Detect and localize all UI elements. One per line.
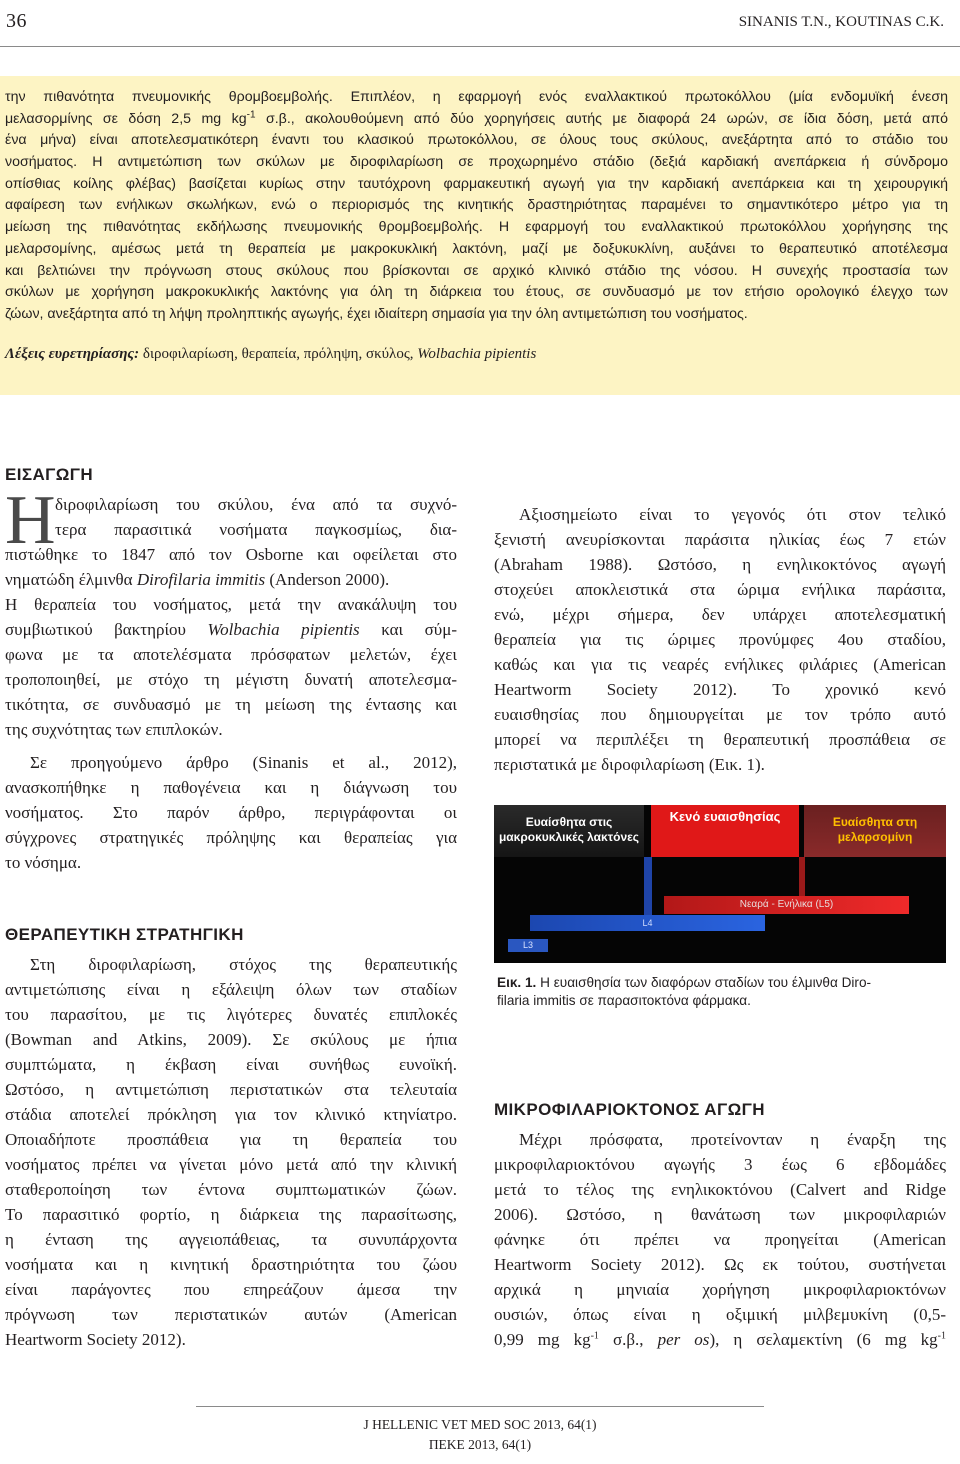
body-line: το νόσημα. — [5, 853, 82, 872]
figure-bar-l3: L3 — [508, 939, 548, 952]
body-line: στάδια αποτελεί πρόκληση για τον κλινικό κτηνίατρο. — [5, 1105, 457, 1124]
abstract-line: σκύλων με χορήγηση μακροκυκλικής λακτόνης για όλη τη διάρκεια του έτους, σε συνδυασμό με τον ετήσιο ορολογικό έλεγχο των — [5, 284, 948, 301]
body-line: (Bowman and Atkins, 2009). Σε σκύλους με ήπια — [5, 1030, 457, 1049]
body-line: 0,99 mg $kg^{-1}$ σ.β., per os), η σελαμεκτίνη (6 mg $kg^{-1}$ — [494, 1330, 946, 1349]
body-line: νοσήματα και η κινητική δραστηριότητα του ζώου — [5, 1255, 457, 1274]
figure-connector-left — [644, 857, 652, 915]
body-line: νοσήματος. Στο παρόν άρθρο, περιγράφονται οι — [5, 803, 457, 822]
figure-connector-right — [799, 857, 805, 897]
abstract-line: μείωση της πιθανότητας εκδήλωσης πνευμονικής θρομβοεμβολής. Η εφαρμογή του εναλλακτικού πρωτοκόλλου χορήγησης της — [5, 219, 948, 236]
body-line: περιστατικά με διροφιλαρίωση (Εικ. 1). — [494, 755, 765, 774]
body-line: σύγχρονες στρατηγικές πρόληψης και θεραπείας για — [5, 828, 457, 847]
body-line: συμπτώματα, η έκβαση είναι συνήθως ευνοϊκή. — [5, 1055, 457, 1074]
body-line: Ωστόσο, η αντιμετώπιση περιστατικών στα τελευταία — [5, 1080, 457, 1099]
body-line: φωνα με τα αποτελέσματα πρόσφατων μελετών, έχει — [5, 645, 457, 664]
body-line: ενώ, μέχρι σήμερα, δεν υπάρχει αποτελεσματική — [494, 605, 946, 624]
drop-cap: Η — [5, 482, 56, 559]
body-line: Η θεραπεία του νοσήματος, μετά την ανακάλυψη του — [5, 595, 457, 614]
body-line: Στη διροφιλαρίωση, στόχος της θεραπευτικής — [30, 955, 457, 974]
abstract-line: ένα μήνα) είναι αποτελεσματικότερη έναντι του κλασικού πρωτοκόλλου, σε όλους τους σκύλους, ανεξάρτητα από το στάδιο του — [5, 132, 948, 149]
body-line: καθώς και για τις νεαρές ενήλικες φιλάριες (American — [494, 655, 946, 674]
body-line: μετά το τέλος της ενηλικοκτόνου (Calvert and Ridge — [494, 1180, 946, 1199]
figure-band-macrocyclic: Ευαίσθητα στις μακροκυκλικές λακτόνες — [494, 805, 644, 857]
abstract-line: νοσήματος. Η αντιμετώπιση των σκύλων με διροφιλαρίωση σε προχωρημένο στάδιο (δεξιά καρδιακή ανεπάρκεια ή σύνδρομο — [5, 154, 948, 171]
intro-heading: ΕΙΣΑΓΩΓΗ — [5, 465, 94, 484]
body-line: νηματώδη έλμινθα Dirofilaria immitis (Anderson 2000). — [5, 570, 390, 589]
body-line: Οποιαδήποτε προσπάθεια για τη θεραπεία του — [5, 1130, 457, 1149]
right-paragraph — [494, 502, 946, 777]
body-line: Σε προηγούμενο άρθρο (Sinanis et al., 2012), — [30, 753, 457, 772]
figure-caption: Εικ. 1. Η ευαισθησία των διαφόρων σταδίων του έλμινθα Diro- filaria immitis σε παρασιτοκτόνα φάρμακα. — [497, 975, 872, 1008]
footer-journal-greek: ΠΕΚΕ 2013, 64(1) — [428, 1437, 532, 1452]
body-line: είναι παράγοντες που επηρεάζουν άμεσα την — [5, 1280, 457, 1299]
abstract-box — [0, 76, 960, 395]
body-line: Heartworm Society 2012). Ως εκ τούτου, συστήνεται — [494, 1255, 946, 1274]
page-number: 36 — [6, 10, 27, 32]
header-divider — [0, 46, 960, 47]
body-line: ανασκοπήθηκε η παθογένεια και η διάγνωση του — [5, 778, 457, 797]
body-line: τερα παρασιτικά νοσήματα παγκοσμίως, δια- — [55, 520, 457, 539]
body-line: σταθεροποίηση των έντονα συμπτωματικών ζώων. — [5, 1180, 457, 1199]
body-line: διροφιλαρίωση του σκύλου, ένα από τα συχνό- — [55, 495, 457, 514]
body-line: στοχεύει αποκλειστικά στα ώριμα ενήλικα παράσιτα, — [494, 580, 946, 599]
body-line: του παρασίτου, με τις λιγότερες δυνατές επιπλοκές — [5, 1005, 457, 1024]
body-line: Heartworm Society 2012). — [5, 1330, 186, 1349]
footer-journal: J HELLENIC VET MED SOC 2013, 64(1) — [363, 1417, 597, 1432]
body-line: θεραπεία για τις ώριμες προνύμφες 4ου σταδίου, — [494, 630, 946, 649]
abstract-line: μελαρσομίνης, αμέσως μετά τη θεραπεία με μακροκυκλική λακτόνη, μαζί με δοξυκυκλίνη, αυξάνει το θεραπευτικό αποτέλεσμα — [5, 240, 948, 257]
figure-bar-l4: L4 — [530, 915, 765, 931]
body-line: ξενιστή ανευρίσκονται παράσιτα ηλικίας έως 7 ετών — [494, 530, 946, 549]
abstract-line: ζώων, ανεξάρτητα από τη λήψη προληπτικής αγωγής, έχει ιδιαίτερη σημασία για την όλη αντιμετώπιση του νοσήματος. — [5, 305, 748, 322]
body-line: νοσήματος πρέπει να γίνεται μόνο μετά από την κλινική — [5, 1155, 457, 1174]
keywords: Λέξεις ευρετηρίασης: διροφιλαρίωση, θεραπεία, πρόληψη, σκύλος, Wolbachia pipientis — [5, 345, 537, 362]
body-line: η ένταση της αγγειοπάθειας, τα συνυπάρχοντα — [5, 1230, 457, 1249]
strategy-section — [5, 922, 457, 1352]
body-line: Αξιοσημείωτο είναι το γεγονός ότι στον τελικό — [519, 505, 946, 524]
figure-band-gap: Κενό ευαισθησίας — [651, 805, 799, 857]
microfilaricide-section — [494, 1097, 946, 1352]
abstract-line: μελασορμίνης σε δόση 2,5 mg $kg^{-1}$ σ.β., ακολουθούμενη από δύο χορηγήσεις αυτής με διαφορά 24 ωρών, σε ίδια δόση, μετά από — [5, 108, 948, 127]
body-line: αρχικά η μηνιαία χορήγηση μικροφιλαριοκτόνων — [494, 1280, 946, 1299]
abstract-line: αφαίρεση των ενήλικων σκωλήκων, ενώ ο περιορισμός της κινητικής δραστηριότητας παραμένει το σημαντικότερο μέτρο για τη — [5, 197, 948, 214]
body-line: πιστώθηκε το 1847 από τον Osborne και οφείλεται στο — [5, 545, 457, 564]
body-line: Heartworm Society 2012). Το χρονικό κενό — [494, 680, 946, 699]
body-line: τικότητα, σε συνδυασμό με τη μείωση της έντασης και — [5, 695, 457, 714]
body-line: της συχνότητας των επιπλοκών. — [5, 720, 223, 739]
body-line: αντιμετώπισης είναι η εξάλειψη όλων των σταδίων — [5, 980, 457, 999]
body-line: συμβιωτικού βακτηρίου Wolbachia pipientis και σύμ- — [5, 620, 457, 639]
body-line: φάνηκε ότι πρέπει να προηγείται (American — [494, 1230, 946, 1249]
intro-section — [5, 462, 457, 875]
body-line: τροποποιηθεί, με στόχο τη μέγιστη δυνατή αποτελεσμα- — [5, 670, 457, 689]
body-line: Μέχρι πρόσφατα, προτείνονταν η έναρξη της — [519, 1130, 946, 1149]
body-line: πρόγνωση των περιστατικών αυτών (American — [5, 1305, 457, 1324]
abstract-line: και βελτιώνει την πρόγνωση στους σκύλους που βρίσκονται σε αρχικό κλινικό στάδιο της νόσου. Η συνεχής προστασία των — [5, 262, 948, 279]
figure-bar-adults: Νεαρά - Ενήλικα (L5) — [664, 896, 909, 914]
body-line: μπορεί να περιπλέξει τη θεραπευτική προσπάθεια σε — [494, 730, 946, 749]
abstract-line: οπίσθιας κοίλης φλέβας) βασίζεται κυρίως στην ταυτόχρονη φαρμακευτική αγωγή για την καρδιακή ανεπάρκεια και τη χειρουργική — [5, 175, 948, 192]
strategy-heading: ΘΕΡΑΠΕΥΤΙΚΗ ΣΤΡΑΤΗΓΙΚΗ — [5, 925, 244, 944]
body-line: ουσιών, όπως είναι η οξιμική μιλβεμυκίνη (0,5- — [494, 1305, 946, 1324]
figure-susceptibility — [494, 805, 946, 963]
body-line: Το παρασιτικό φορτίο, η διάρκεια της παρασίτωσης, — [5, 1205, 457, 1224]
running-header-authors: SINANIS T.N., KOUTINAS C.K. — [738, 14, 944, 30]
body-line: (Abraham 1988). Ωστόσο, η ενηλικοκτόνος αγωγή — [494, 555, 946, 574]
abstract-line: την πιθανότητα πνευμονικής θρομβοεμβολής. Επιπλέον, η εφαρμογή ενός εναλλακτικού πρωτοκόλλου (μία ενδομυϊκή ένεση — [5, 89, 948, 105]
body-line: ευαισθησίας που δημιουργείται με τον τρόπο αυτό — [494, 705, 946, 724]
micro-heading: ΜΙΚΡΟΦΙΛΑΡΙΟΚΤΟΝΟΣ ΑΓΩΓΗ — [494, 1100, 765, 1119]
figure-band-melarsomine: Ευαίσθητα στη μελαρσομίνη — [804, 805, 946, 857]
body-line: 2006). Ωστόσο, η θανάτωση των μικροφιλαριών — [494, 1205, 946, 1224]
page-footer — [196, 1406, 764, 1455]
body-line: μικροφιλαριοκτόνου αγωγής 3 έως 6 εβδομάδες — [494, 1155, 946, 1174]
caption-label: Εικ. 1. — [497, 975, 537, 990]
keywords-label: Λέξεις ευρετηρίασης: — [5, 345, 140, 362]
